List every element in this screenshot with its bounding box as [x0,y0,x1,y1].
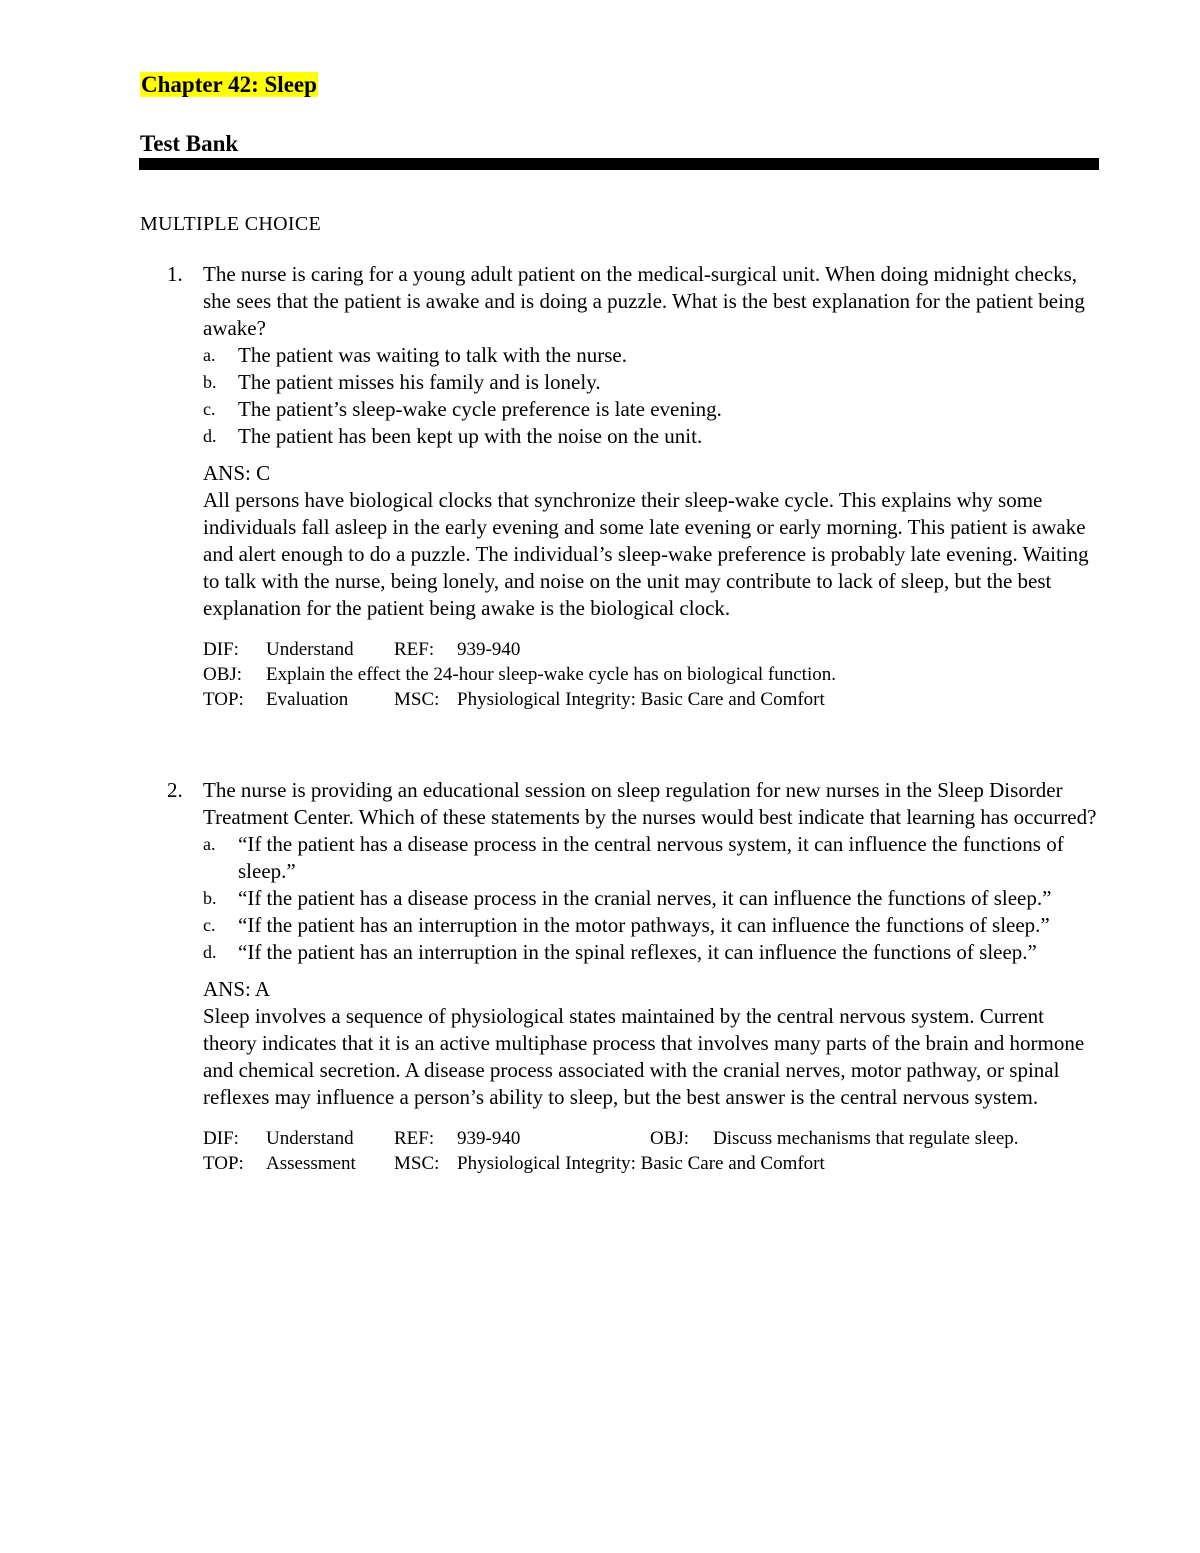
answer-key: ANS: A [203,977,271,1001]
option-b: b. “If the patient has a disease process in the cranial nerves, it can influence the functions of sleep.” [203,886,1052,910]
top-value: Assessment [266,1153,356,1174]
question-stem: The nurse is providing an educational session on sleep regulation for new nurses in the Sleep Disorder Treatment Center. Which of these statements by the nurses would best indicate that learning has occurred? [203,778,1097,829]
option-c: c. “If the patient has an interruption in the motor pathways, it can influence the functions of sleep.” [203,913,1050,937]
section-heading: MULTIPLE CHOICE [140,213,321,235]
horizontal-divider [139,158,1099,170]
dif-value: Understand [266,639,354,660]
option-a: a. “If the patient has a disease process in the central nervous system, it can influence the functions of sleep.” [203,832,1064,883]
option-c: c. The patient’s sleep-wake cycle preference is late evening. [203,397,722,421]
option-a: a. The patient was waiting to talk with the nurse. [203,343,627,367]
dif-value: Understand [266,1128,354,1149]
question-number: 1. [167,262,183,286]
question-metadata: DIF: Understand REF: 939-940 OBJ: Discuss mechanisms that regulate sleep. TOP: Assessment MSC: Physiological Integrity: Basic Care and Comfort [203,1128,1019,1174]
chapter-title: Chapter 42: Sleep [141,72,317,97]
obj-value: Discuss mechanisms that regulate sleep. [713,1128,1019,1149]
rationale: All persons have biological clocks that synchronize their sleep-wake cycle. This explains why some individuals fall asleep in the early evening and some late evening or early morning. This patient is awake and alert enough to do a puzzle. The individual’s sleep-wake preference is probably late evening. Waiting to talk with the nurse, being lonely, and noise on the unit may contribute to lack of sleep, but the best explanation for the patient being awake is the biological clock. [203,488,1089,620]
question-number: 2. [167,778,183,802]
msc-value: Physiological Integrity: Basic Care and Comfort [457,689,825,710]
question-metadata: DIF: Understand REF: 939-940 OBJ: Explain the effect the 24-hour sleep-wake cycle has on biological function. TOP: Evaluation MSC: Physiological Integrity: Basic Care and Comfort [203,639,836,710]
answer-options [203,342,1100,450]
option-d: d. The patient has been kept up with the noise on the unit. [203,424,703,448]
answer-key: ANS: C [203,461,271,485]
page-subtitle: Test Bank [140,131,239,156]
question-1 [140,261,1100,712]
msc-value: Physiological Integrity: Basic Care and Comfort [457,1153,825,1174]
ref-value: 939-940 [457,1128,521,1149]
top-value: Evaluation [266,689,349,710]
option-d: d. “If the patient has an interruption in the spinal reflexes, it can influence the functions of sleep.” [203,940,1037,964]
rationale: Sleep involves a sequence of physiological states maintained by the central nervous system. Current theory indicates that it is an active multiphase process that involves many parts of the brain and hormone and chemical secretion. A disease process associated with the cranial nerves, motor pathway, or spinal reflexes may influence a person’s ability to sleep, but the best answer is the central nervous system. [203,1004,1085,1109]
question-2 [140,777,1100,1176]
answer-options [203,831,1100,966]
ref-value: 939-940 [457,639,521,660]
obj-value: Explain the effect the 24-hour sleep-wake cycle has on biological function. [266,664,836,685]
question-stem: The nurse is caring for a young adult patient on the medical-surgical unit. When doing midnight checks, she sees that the patient is awake and is doing a puzzle. What is the best explanation for the patient being awake? [203,262,1085,340]
option-b: b. The patient misses his family and is lonely. [203,370,601,394]
